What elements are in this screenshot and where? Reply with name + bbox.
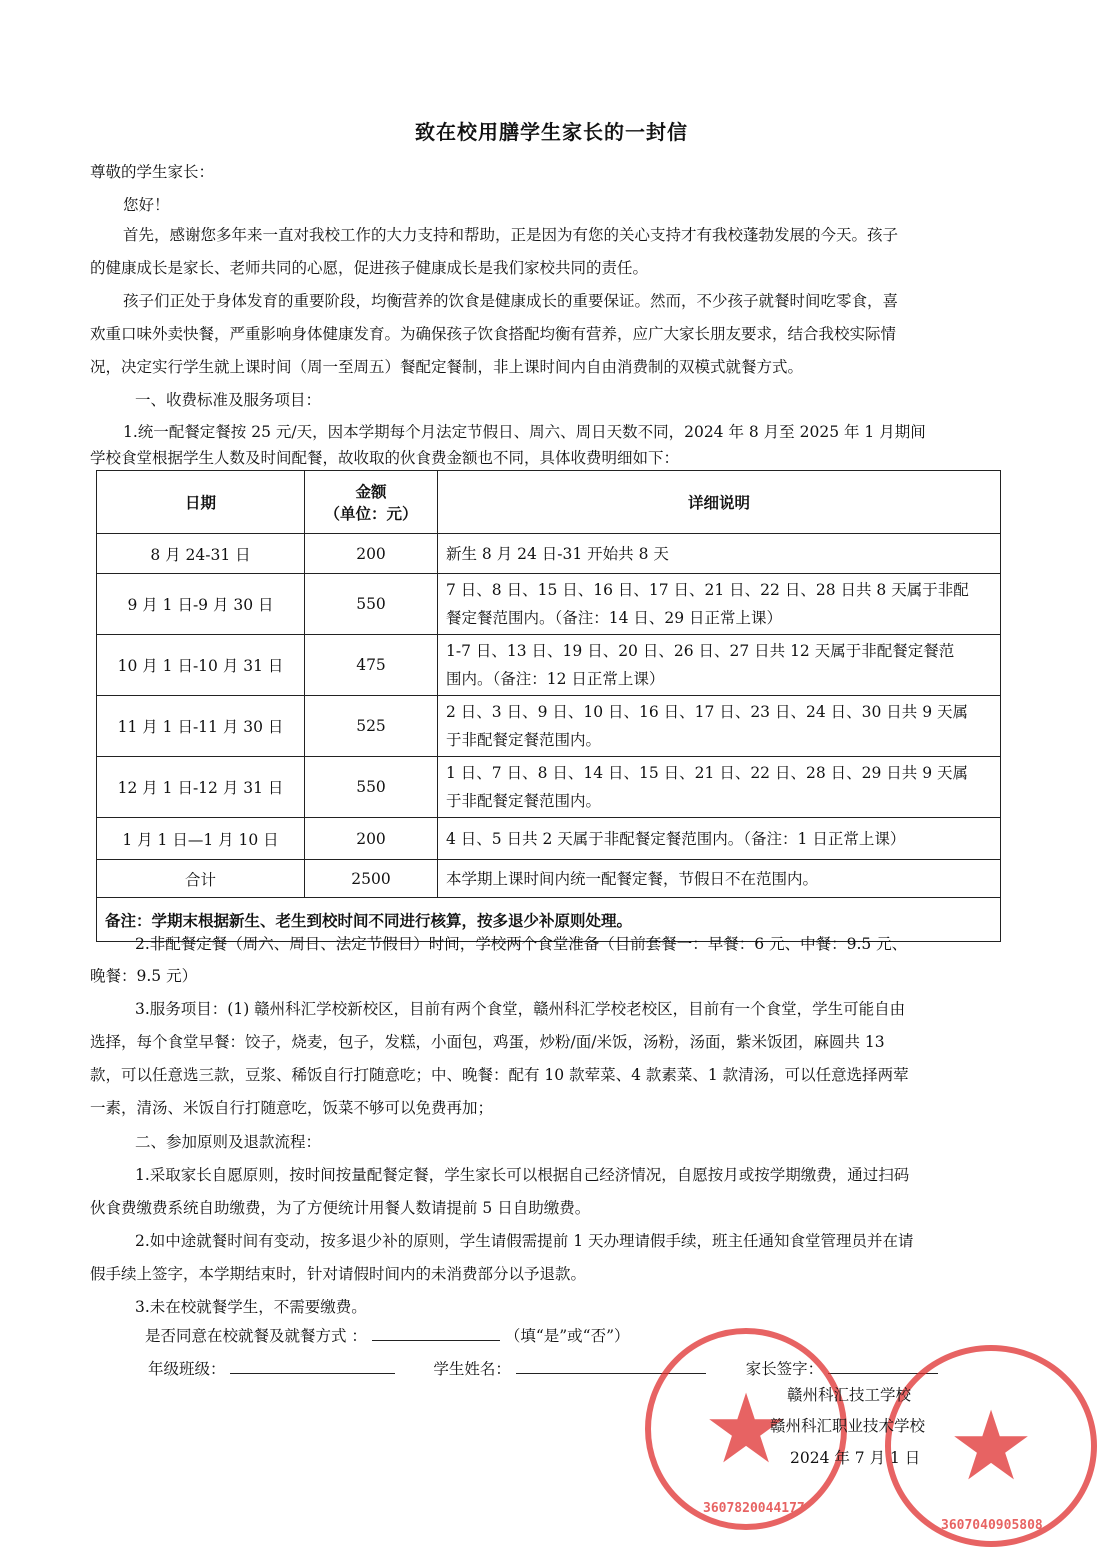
row-date: 8 月 24-31 日	[97, 534, 305, 574]
row-date: 9 月 1 日-9 月 30 日	[97, 574, 305, 635]
row-detail	[438, 635, 1001, 696]
header-amount-line2: （单位：元）	[324, 504, 418, 523]
total-amount: 2500	[305, 860, 438, 898]
row-detail-line: 餐定餐范围内。（备注：14 日、29 日正常上课）	[446, 609, 783, 627]
row-detail-line: 于非配餐定餐范围内。	[446, 731, 602, 749]
table-row	[97, 635, 1001, 696]
class-label: 年级班级：	[148, 1360, 226, 1378]
row-detail-line: 围内。（备注：12 日正常上课）	[446, 670, 665, 688]
fee-table	[96, 470, 1001, 942]
row-amount: 475	[305, 635, 438, 696]
signature-school2: 赣州科汇职业技术学校	[770, 1417, 926, 1435]
para2-line: 孩子们正处于身体发育的重要阶段，均衡营养的饮食是健康成长的重要保证。然而，不少孩子就餐时间吃零食，喜	[123, 292, 899, 310]
greeting: 您好！	[123, 196, 170, 214]
row-detail	[438, 696, 1001, 757]
row-detail-line: 2 日、3 日、9 日、10 日、16 日、17 日、23 日、24 日、30 日共 9 天属	[446, 703, 968, 721]
row-date: 11 月 1 日-11 月 30 日	[97, 696, 305, 757]
para2-line: 欢重口味外卖快餐，严重影响身体健康发育。为确保孩子饮食搭配均衡有营养，应广大家长朋友要求，结合我校实际情	[90, 325, 897, 343]
signature-school1: 赣州科汇技工学校	[787, 1386, 912, 1404]
row-detail	[438, 534, 1001, 574]
star-icon: ★	[947, 1390, 1035, 1502]
table-note: 备注：学期末根据新生、老生到校时间不同进行核算，按多退少补原则处理。	[97, 898, 1001, 942]
row-detail	[438, 818, 1001, 860]
seal-number-left: 3607820044177	[703, 1501, 805, 1516]
row-date: 12 月 1 日-12 月 31 日	[97, 757, 305, 818]
agree-hint: （填“是”或“否”）	[504, 1327, 630, 1345]
page-title: 致在校用膳学生家长的一封信	[415, 120, 688, 144]
row-date: 10 月 1 日-10 月 31 日	[97, 635, 305, 696]
row-detail-line: 4 日、5 日共 2 天属于非配餐定餐范围内。（备注：1 日正常上课）	[446, 829, 906, 848]
table-total-row	[97, 860, 1001, 898]
row-detail-line: 本学期上课时间内统一配餐定餐，节假日不在范围内。	[446, 869, 819, 888]
row-detail	[438, 757, 1001, 818]
table-row	[97, 696, 1001, 757]
item1-line: 学校食堂根据学生人数及时间配餐，故收取的伙食费金额也不同，具体收费明细如下：	[90, 449, 680, 467]
item3-line: 一素，清汤、米饭自行打随意吃，饭菜不够可以免费再加；	[90, 1099, 494, 1117]
item3-line: 3.服务项目：(1) 赣州科汇学校新校区，目前有两个食堂，赣州科汇学校老校区，目前有一个食堂，学生可能自由	[135, 1000, 906, 1018]
class-input[interactable]	[230, 1357, 395, 1374]
table-header-row	[97, 471, 1001, 534]
star-icon: ★	[702, 1373, 790, 1485]
total-label: 合计	[97, 860, 305, 898]
header-detail: 详细说明	[438, 471, 1001, 534]
row-date: 1 月 1 日—1 月 10 日	[97, 818, 305, 860]
para2-line: 况，决定实行学生就上课时间（周一至周五）餐配定餐制，非上课时间内自由消费制的双模式就餐方式。	[90, 358, 804, 376]
row-detail-line: 1 日、7 日、8 日、14 日、15 日、21 日、22 日、28 日、29 日共 9 天属	[446, 764, 968, 782]
row-amount: 200	[305, 534, 438, 574]
rule1-line: 伙食费缴费系统自助缴费，为了方便统计用餐人数请提前 5 日自助缴费。	[90, 1199, 591, 1217]
para1-line: 首先，感谢您多年来一直对我校工作的大力支持和帮助，正是因为有您的关心支持才有我校蓬勃发展的今天。孩子	[123, 226, 899, 244]
row-amount: 525	[305, 696, 438, 757]
header-amount-line1: 金额	[355, 482, 387, 501]
table-row	[97, 757, 1001, 818]
parent-label: 家长签字：	[745, 1360, 824, 1378]
header-date: 日期	[97, 471, 305, 534]
salutation: 尊敬的学生家长：	[90, 163, 215, 181]
item2-line: 晚餐：9.5 元）	[90, 967, 198, 985]
agree-row	[145, 1324, 1065, 1346]
rule2-line: 假手续上签字，本学期结束时，针对请假时间内的未消费部分以予退款。	[90, 1265, 587, 1283]
row-detail	[438, 574, 1001, 635]
row-detail-line: 于非配餐定餐范围内。	[446, 792, 602, 810]
item3-line: 款，可以任意选三款，豆浆、稀饭自行打随意吃；中、晚餐：配有 10 款荤菜、4 款素菜、1 款清汤，可以任意选择两荤	[90, 1066, 909, 1084]
row-amount: 550	[305, 757, 438, 818]
header-amount	[305, 471, 438, 534]
table-row	[97, 574, 1001, 635]
item1-line: 1.统一配餐定餐按 25 元/天，因本学期每个月法定节假日、周六、周日天数不同，2024 年 8 月至 2025 年 1 月期间	[123, 423, 926, 441]
agree-input[interactable]	[372, 1324, 500, 1341]
total-detail	[438, 860, 1001, 898]
table-row	[97, 534, 1001, 574]
rule1-line: 1.采取家长自愿原则，按时间按量配餐定餐，学生家长可以根据自己经济情况，自愿按月或按学期缴费，通过扫码	[135, 1166, 910, 1184]
seal-number-right: 3607040905808	[941, 1518, 1043, 1533]
table-row	[97, 818, 1001, 860]
para1-line: 的健康成长是家长、老师共同的心愿，促进孩子健康成长是我们家校共同的责任。	[90, 259, 649, 277]
item3-line: 选择，每个食堂早餐：饺子，烧麦，包子，发糕，小面包，鸡蛋，炒粉/面/米饭，汤粉，汤面，紫米饭团，麻圆共 13	[90, 1033, 885, 1051]
row-amount: 550	[305, 574, 438, 635]
row-detail-line: 7 日、8 日、15 日、16 日、17 日、21 日、22 日、28 日共 8 天属于非配	[446, 581, 969, 599]
rule3: 3.未在校就餐学生，不需要缴费。	[135, 1298, 367, 1316]
signature-date: 2024 年 7 月 1 日	[790, 1449, 921, 1467]
section2-title: 二、参加原则及退款流程：	[135, 1133, 322, 1151]
student-label: 学生姓名：	[433, 1360, 511, 1378]
section1-title: 一、收费标准及服务项目：	[135, 391, 322, 409]
row-detail-line: 1-7 日、13 日、19 日、20 日、26 日、27 日共 12 天属于非配餐定餐范	[446, 642, 955, 660]
item2-line: 2.非配餐定餐（周六、周日、法定节假日）时间，学校两个食堂准备（目前套餐一：早餐：6 元、中餐：9.5 元、	[135, 935, 908, 953]
row-detail-line: 新生 8 月 24 日-31 开始共 8 天	[446, 544, 669, 563]
agree-label: 是否同意在校就餐及就餐方式 ：	[145, 1327, 367, 1345]
row-amount: 200	[305, 818, 438, 860]
rule2-line: 2.如中途就餐时间有变动，按多退少补的原则，学生请假需提前 1 天办理请假手续，班主任通知食堂管理员并在请	[135, 1232, 914, 1250]
